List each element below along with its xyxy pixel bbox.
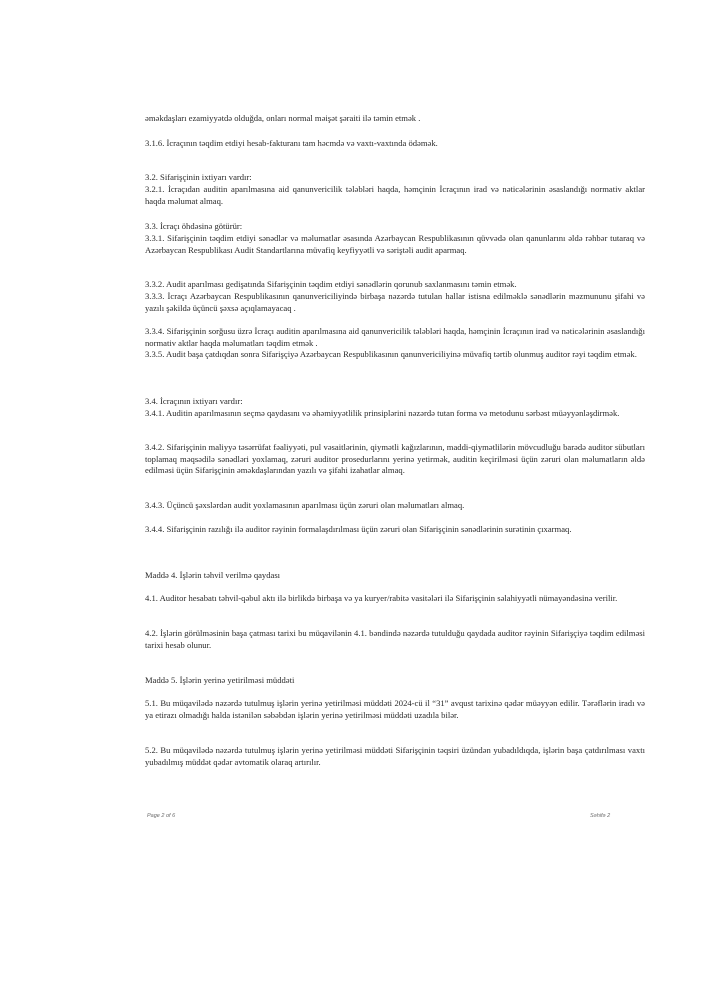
paragraph-3-3-4: 3.3.4. Sifarişçinin sorğusu üzrə İcraçı auditin aparılmasına aid qanunvericilik tələbləri haqda, həmçinin İcraçının irad və nəticələrinin əsaslandığı normativ aktlar haqda məlumatları təqdim etmək .	[145, 326, 645, 348]
paragraph-3-3-1: 3.3.1. Sifarişçinin təqdim etdiyi sənədlər və məlumatlar əsasında Azərbaycan Respublikasının qüvvədə olan qanunlarını əldə rəhbər tutaraq və Azərbaycan Respublikası Audit Standartlarına müvafiq keyfiyyətli və səriştəli audit aparmaq.	[145, 233, 645, 255]
paragraph-3-3-3: 3.3.3. İcraçı Azərbaycan Respublikasının qanunvericiliyində birbaşa nəzərdə tutulan hallar istisna edilməklə sənədlərin məzmununu şifahi və yazılı şəkildə üçüncü şəxsə açıqlamayacaq .	[145, 291, 645, 313]
page-number-right: Səhifə 2	[590, 813, 611, 819]
paragraph-3-4-3: 3.4.3. Üçüncü şəxslərdən audit yoxlamasının aparılması üçün zəruri olan məlumatları almaq.	[145, 500, 465, 510]
paragraph-3-3-2: 3.3.2. Audit aparılması gedişatında Sifarişçinin təqdim etdiyi sənədlərin qorunub saxlanmasını təmin etmək.	[145, 279, 517, 289]
paragraph-3-1-6: 3.1.6. İcraçının təqdim etdiyi hesab-fakturanı tam həcmdə və vaxtı-vaxtında ödəmək.	[145, 138, 438, 148]
paragraph-3-4-1: 3.4.1. Auditin aparılmasının seçmə qaydasını və əhəmiyyətlilik prinsiplərini nəzərdə tutan forma və metodunu sərbəst müəyyənləşdirmək.	[145, 408, 620, 418]
paragraph-4-1: 4.1. Auditor hesabatı təhvil-qəbul aktı ilə birlikdə birbaşa və ya kuryer/rabitə vasitələri ilə Sifarişçinin səlahiyyətli nümayəndəsinə verilir.	[145, 593, 618, 603]
section-3-4-heading: 3.4. İcraçının ixtiyarı vardır:	[145, 396, 243, 406]
article-4-heading: Maddə 4. İşlərin təhvil verilmə qaydası	[145, 570, 281, 580]
paragraph-3-4-2: 3.4.2. Sifarişçinin maliyyə təsərrüfat fəaliyyəti, pul vəsaitlərinin, qiymətli kağızlarının, maddi-qiymətlilərin mövcudluğu barədə auditor sübutları toplamaq məqsədilə sənədləri yoxlamaq, zəruri auditor prosedurlarını yerinə yetirmək, auditin keçirilməsi üçün zəruri olan məlumatların əldə edilməsi üçün Sifarişçinin əməkdaşlarından yazılı və şifahi izahatlar almaq.	[145, 442, 645, 475]
paragraph-5-2: 5.2. Bu müqavilədə nəzərdə tutulmuş işlərin yerinə yetirilməsi müddəti Sifarişçinin təqsiri üzündən yubadıldıqda, işlərin başa çatdırılması vaxtı yubadılmış müddət qədər avtomatik olaraq artırılır.	[145, 745, 645, 767]
paragraph-3-3-5: 3.3.5. Audit başa çatdıqdan sonra Sifarişçiyə Azərbaycan Respublikasının qanunvericiliyinə müvafiq tərtib olunmuş auditor rəyi təqdim etmək.	[145, 349, 637, 359]
section-3-2-heading: 3.2. Sifarişçinin ixtiyarı vardır:	[145, 172, 252, 182]
paragraph-3-2-1: 3.2.1. İcraçıdan auditin aparılmasına aid qanunvericilik tələbləri haqda, həmçinin İcraçının irad və nəticələrinin əsaslandığı normativ aktlar haqda məlumat almaq.	[145, 184, 645, 206]
paragraph-3-1-5-cont: əməkdaşları ezamiyyətdə olduğda, onları normal məişət şəraiti ilə təmin etmək .	[145, 113, 421, 123]
page-number-left: Page 2 of 6	[147, 813, 176, 819]
paragraph-4-2: 4.2. İşlərin görülməsinin başa çatması tarixi bu müqavilənin 4.1. bəndində nəzərdə tutulduğu qaydada auditor rəyinin Sifarişçiyə təqdim edilməsi tarixi hesab olunur.	[145, 628, 645, 650]
section-3-3-heading: 3.3. İcraçı öhdəsinə götürür:	[145, 221, 243, 231]
article-5-heading: Maddə 5. İşlərin yerinə yetirilməsi müddəti	[145, 675, 295, 685]
paragraph-3-4-4: 3.4.4. Sifarişçinin razılığı ilə auditor rəyinin formalaşdırılması üçün zəruri olan Sifarişçinin sənədlərinin surətinin çıxarmaq.	[145, 524, 572, 534]
paragraph-5-1: 5.1. Bu müqavilədə nəzərdə tutulmuş işlərin yerinə yetirilməsi müddəti 2024-cü il “31” avqust tarixinə qədər müəyyən edilir. Tərəflərin iradı və ya etirazı olmadığı halda istənilən səbəbdən işlərin yerinə yetirilməsi müddəti uzadıla bilər.	[145, 698, 645, 720]
